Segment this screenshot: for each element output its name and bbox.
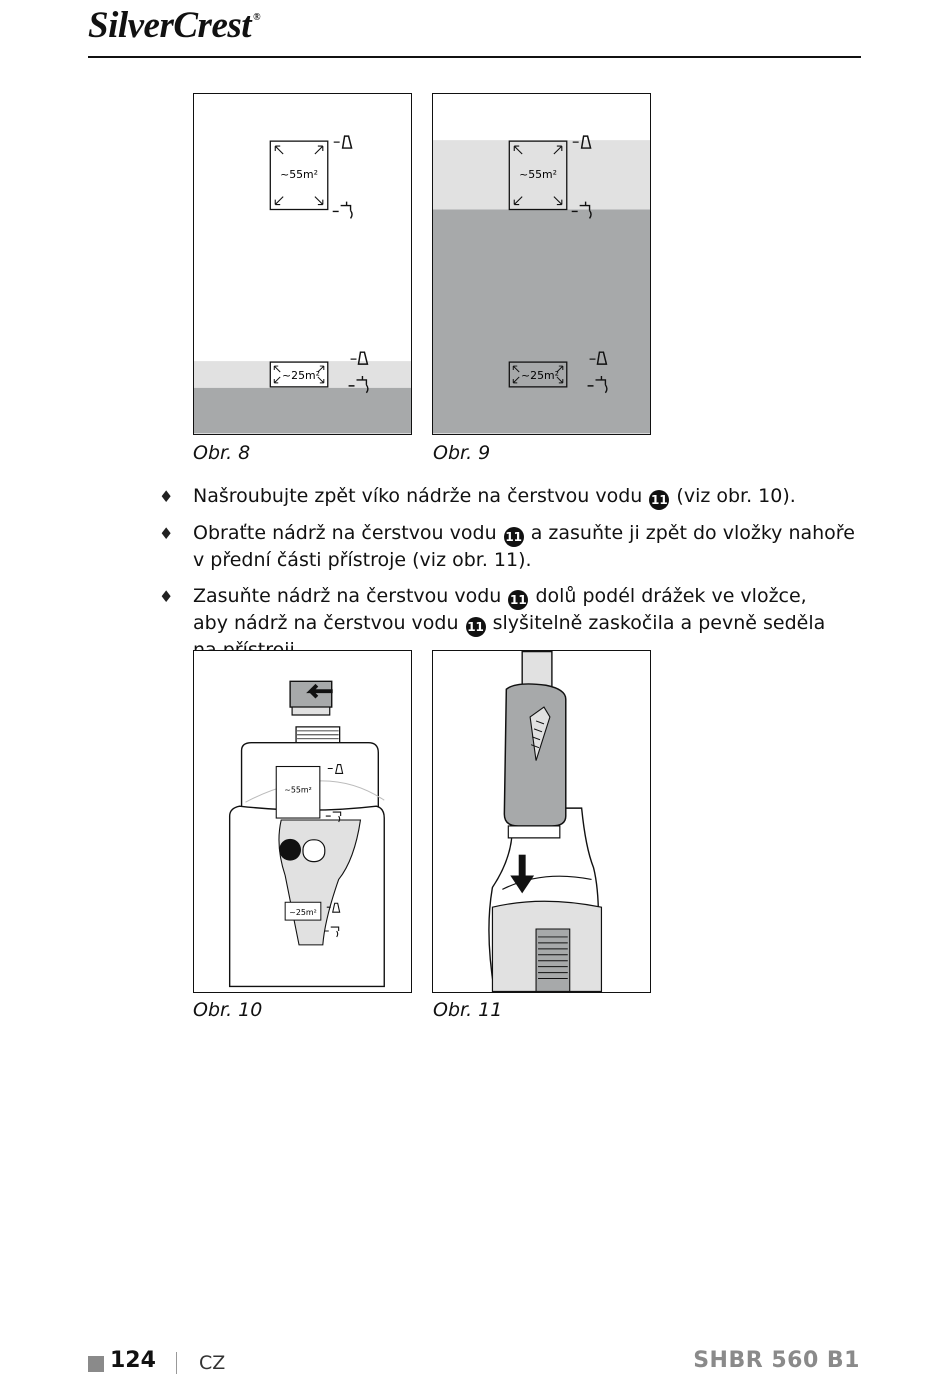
figure-9-illustration [433,94,650,434]
figure-9-lower-area-label: ~25m² [521,368,559,382]
figure-10-caption: Obr. 10 [193,999,263,1021]
footer-square [88,1356,104,1372]
figure-9-caption: Obr. 9 [433,442,491,464]
footer-separator [176,1352,177,1374]
figure-8-illustration [194,94,411,434]
header-rule [88,56,861,58]
instruction-1 [193,483,863,510]
figure-8-caption: Obr. 8 [193,442,251,464]
figure-9 [432,93,651,435]
figure-8-upper-area-label: ~55m² [280,167,318,181]
instruction-3-text-middle: dolů podél drážek ve vložce, aby nádrž na čerstvou vodu [193,585,807,634]
instruction-2-text: Obraťte nádrž na čerstvou vodu [193,522,497,544]
instruction-3-text: Zasuňte nádrž na čerstvou vodu [193,585,502,607]
figure-8 [193,93,412,435]
manual-icon [279,839,301,861]
figure-9-upper-area-label: ~55m² [519,167,557,181]
brand-logo [88,4,260,47]
figure-10 [193,650,412,993]
figure-10-illustration [194,651,411,992]
reference-number-badge: 11 [504,527,524,547]
brand-name: SilverCrest [88,5,252,46]
reference-number-badge: 11 [649,490,669,510]
water-drop-icon [343,136,352,148]
bullet-2: ♦ [159,524,174,543]
figure-10-lower-area-label: ~25m² [289,908,317,918]
page-number: 124 [110,1348,156,1373]
bullet-3: ♦ [159,587,174,606]
figure-11-illustration [433,651,650,992]
instruction-2 [193,520,863,574]
figure-8-lower-area-label: ~25m² [282,368,320,382]
tank-cap [290,681,332,707]
model-number: SHBR 560 B1 [693,1348,860,1373]
figure-11-caption: Obr. 11 [433,999,503,1021]
instruction-1-text: Našroubujte zpět víko nádrže na čerstvou vodu [193,485,643,507]
figure-10-upper-area-label: ~55m² [284,785,312,795]
instruction-3-text-end: slyšitelně zaskočila a pevně seděla [492,612,826,634]
temperature-icon [303,840,325,862]
bullet-1: ♦ [159,487,174,506]
figure-11 [432,650,651,993]
faucet-icon [333,202,352,219]
instruction-1-text-end: (viz obr. 10). [676,485,796,507]
language-code: CZ [199,1352,226,1374]
instruction-2-text-end: a zasuňte ji zpět do vložky nahoře v přední části přístroje (viz obr. 11). [193,522,855,571]
reference-number-badge: 11 [466,617,486,637]
reference-number-badge: 11 [508,590,528,610]
registered-mark: ® [253,12,261,23]
